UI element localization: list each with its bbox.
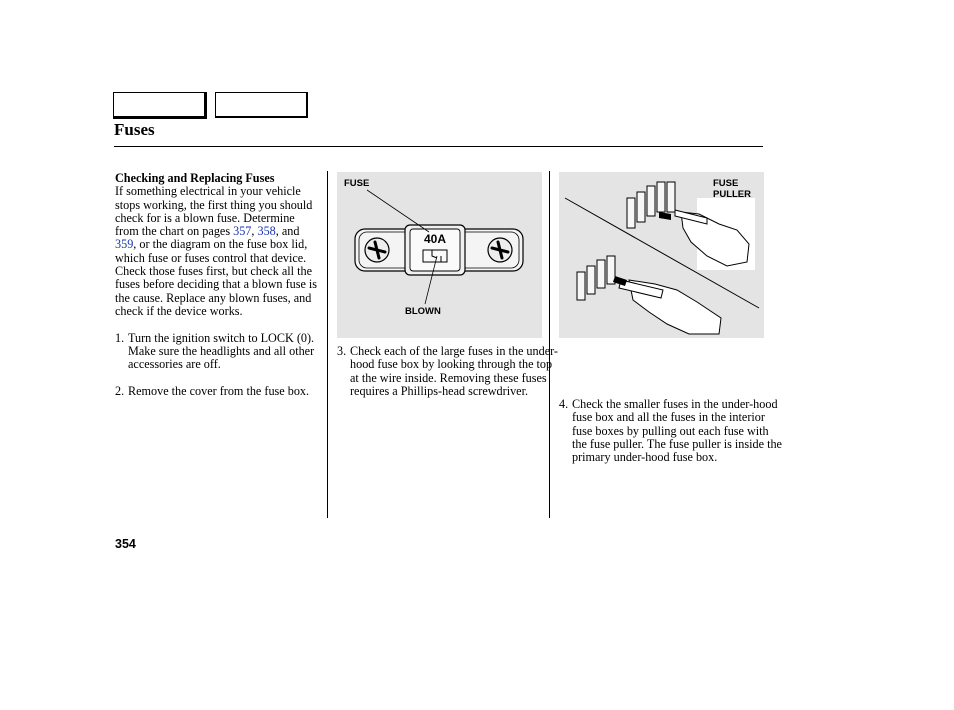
step-number: 3. bbox=[337, 344, 347, 358]
figure-fuse-puller bbox=[559, 172, 764, 338]
step-text: Check each of the large fuses in the under-hood fuse box by looking through the top at the wire inside. Removing these fuses requires a Phillips-head screwdriver. bbox=[350, 344, 558, 398]
intro-paragraph bbox=[115, 185, 320, 318]
figure-large-fuse bbox=[337, 172, 542, 338]
column-divider bbox=[327, 171, 328, 518]
subheading: Checking and Replacing Fuses bbox=[115, 171, 275, 185]
page-title: Fuses bbox=[114, 120, 155, 139]
nav-button-index[interactable] bbox=[215, 92, 308, 118]
page-link-357[interactable]: 357 bbox=[233, 224, 252, 239]
figure-label-fuse: FUSE bbox=[344, 178, 370, 189]
link-separator: , and bbox=[275, 224, 300, 239]
step-text: Turn the ignition switch to LOCK (0). Make sure the headlights and all other accessories are off. bbox=[128, 330, 315, 372]
intro-text-continued: , or the diagram on the fuse box lid, which fuse or fuses control that device. Check those fuses first, but check all the fuses before deciding that a blown fuse is the cause. Replace any blown fuses, and check if the device works. bbox=[115, 237, 318, 318]
nav-button-contents[interactable] bbox=[113, 92, 207, 119]
step-2 bbox=[115, 385, 320, 398]
fuse-rating-text: 40A bbox=[424, 232, 447, 246]
title-rule bbox=[114, 146, 763, 147]
step-1 bbox=[115, 332, 320, 372]
step-3 bbox=[337, 345, 560, 398]
step-number: 1. bbox=[115, 330, 125, 345]
step-4 bbox=[559, 398, 782, 464]
column-intro bbox=[115, 172, 320, 398]
step-text: Check the smaller fuses in the under-hood fuse box and all the fuses in the interior fuse boxes by pulling out each fuse with the fuse puller. The fuse puller is inside the primary under-hood fuse box. bbox=[572, 397, 782, 465]
figure-label-blown: BLOWN bbox=[405, 306, 441, 317]
page-link-358[interactable]: 358 bbox=[257, 224, 276, 239]
step-number: 2. bbox=[115, 383, 125, 398]
intro-text: If something electrical in your vehicle stops working, the first thing you should check for is a blown fuse. Determine from the chart on pages bbox=[115, 184, 313, 239]
figure-label-fuse-puller: FUSE PULLER bbox=[713, 178, 751, 200]
page-link-359[interactable]: 359 bbox=[115, 237, 134, 252]
link-separator: , bbox=[251, 224, 255, 239]
step-text: Remove the cover from the fuse box. bbox=[128, 383, 310, 398]
page-number: 354 bbox=[115, 537, 136, 551]
step-number: 4. bbox=[559, 397, 569, 412]
